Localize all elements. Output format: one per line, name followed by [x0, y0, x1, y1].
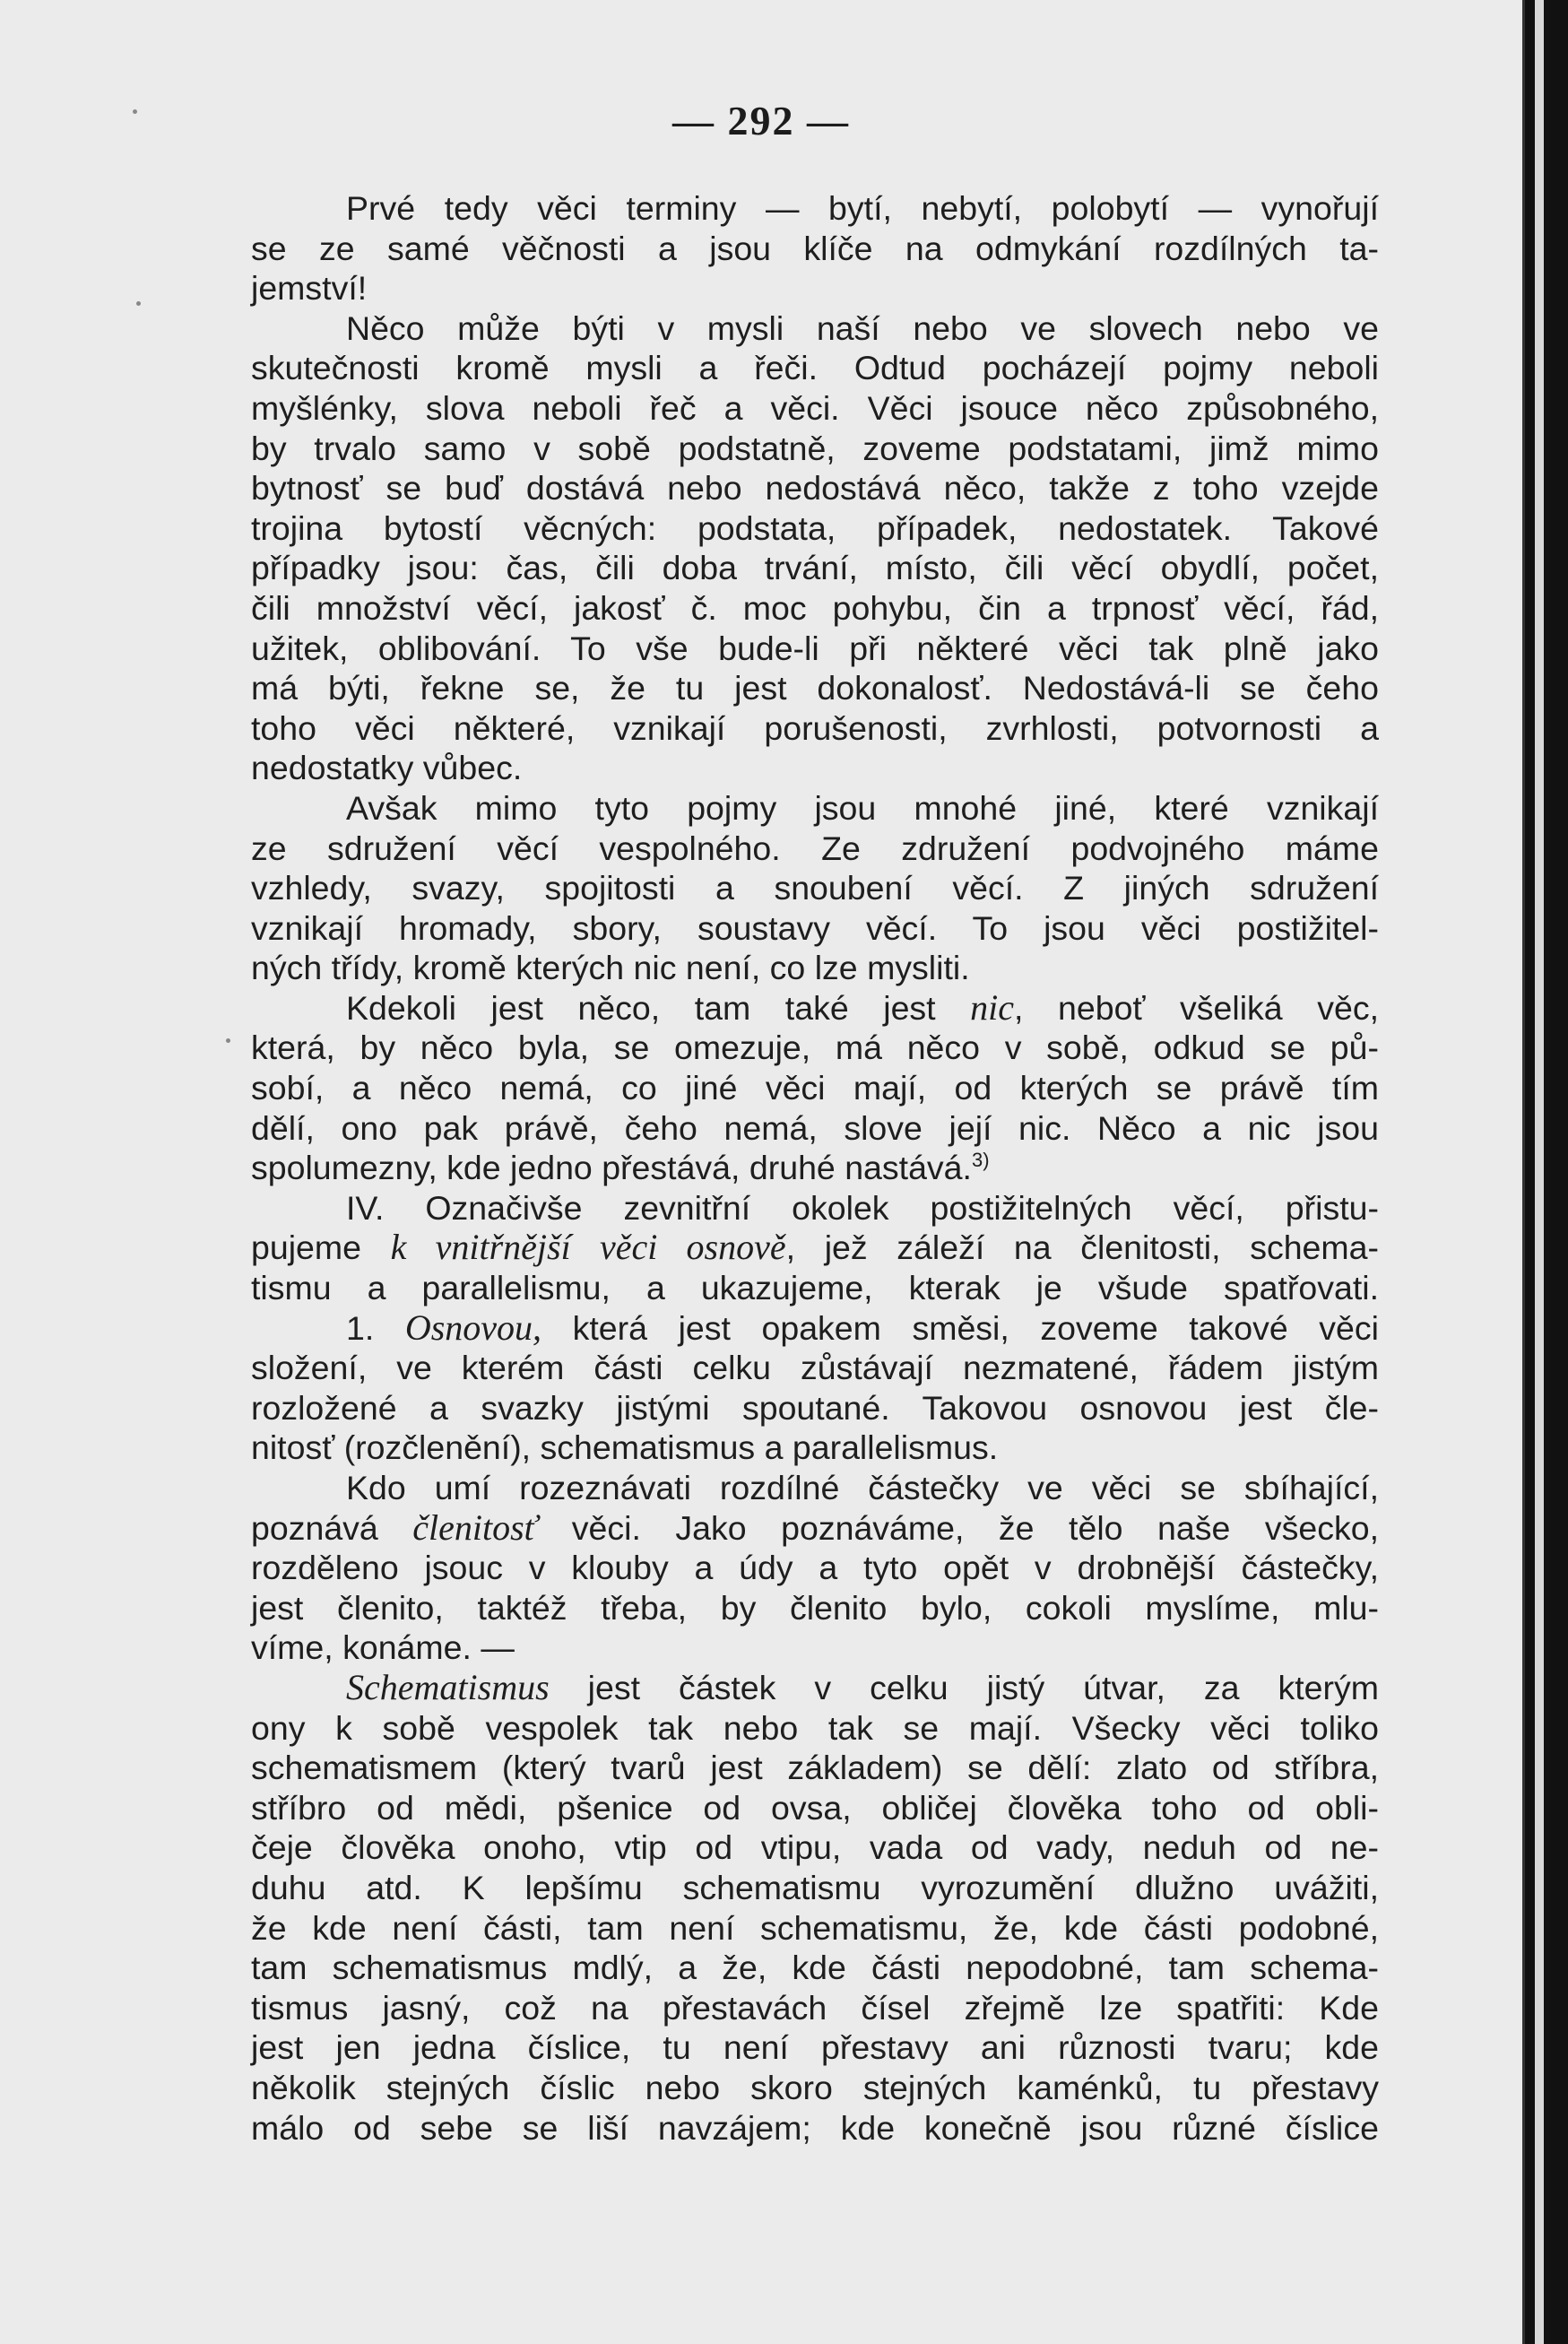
- text-line: tismus jasný, což na přestavách čísel zřejmě lze spatřiti: Kde: [251, 1988, 1379, 2027]
- text-line: se ze samé věčnosti a jsou klíče na odmykání rozdílných ta-: [251, 229, 1379, 267]
- text-line: ony k sobě vespolek tak nebo tak se mají. Všecky věci toliko: [251, 1708, 1379, 1747]
- text-line: víme, konáme. —: [251, 1628, 515, 1667]
- text-line: 1. Osnovou, která jest opakem směsi, zoveme takové věci: [346, 1307, 1379, 1348]
- footnote-marker: 3): [971, 1149, 990, 1172]
- text-line: čeje člověka onoho, vtip od vtipu, vada od vady, neduh od ne-: [251, 1828, 1379, 1867]
- paper-speck: [133, 109, 137, 114]
- text-line: tismu a parallelismu, a ukazujeme, kterak je všude spatřovati.: [251, 1269, 1379, 1307]
- text-line: málo od sebe se liší navzájem; kde konečně jsou různé číslice: [251, 2108, 1379, 2147]
- text-line: Schematismus jest částek v celku jistý útvar, za kterým: [346, 1666, 1379, 1707]
- text-line: bytnosť se buď dostává nebo nedostává něco, takže z toho vzejde: [251, 469, 1379, 508]
- text-line: stříbro od mědi, pšenice od ovsa, obličej člověka toho od obli-: [251, 1788, 1379, 1827]
- text-line: vzhledy, svazy, spojitosti a snoubení věcí. Z jiných sdružení: [251, 869, 1379, 907]
- italic-term: Schematismus: [346, 1666, 550, 1707]
- text-line: která, by něco byla, se omezuje, má něco v sobě, odkud se pů-: [251, 1029, 1379, 1067]
- text-line: Avšak mimo tyto pojmy jsou mnohé jiné, které vznikají: [346, 788, 1379, 827]
- text-line: toho věci některé, vznikají porušenosti, zvrhlosti, potvornosti a: [251, 708, 1379, 747]
- text-line: ze sdružení věcí vespolného. Ze združení podvojného máme: [251, 829, 1379, 867]
- text-line: dělí, ono pak právě, čeho nemá, slove její nic. Něco a nic jsou: [251, 1108, 1379, 1147]
- text-line: rozložené a svazky jistými spoutané. Takovou osnovou jest čle-: [251, 1388, 1379, 1427]
- text-line: že kde není části, tam není schematismu, že, kde části podobné,: [251, 1908, 1379, 1947]
- text-line: jemství!: [251, 269, 368, 308]
- italic-term: k vnitřnější věci osnově: [390, 1227, 786, 1268]
- italic-term: nic: [970, 986, 1015, 1028]
- text-line: poznává členitosť věci. Jako poznáváme, že tělo naše všecko,: [251, 1506, 1379, 1548]
- text-line: složení, ve kterém části celku zůstávají nezmatené, řádem jistým: [251, 1349, 1379, 1387]
- paper-speck: [226, 1038, 230, 1043]
- text-line: případky jsou: čas, čili doba trvání, místo, čili věcí obydlí, počet,: [251, 549, 1379, 587]
- italic-term: členitosť: [412, 1506, 538, 1548]
- text-line: by trvalo samo v sobě podstatně, zoveme podstatami, jimž mimo: [251, 429, 1379, 467]
- scan-edge-line: [1535, 0, 1544, 2344]
- text-line: duhu atd. K lepšímu schematismu vyrozumění dlužno uvážiti,: [251, 1868, 1379, 1906]
- paper-speck: [136, 301, 141, 306]
- text-line: Kdekoli jest něco, tam také jest nic, neboť všeliká věc,: [346, 986, 1379, 1028]
- text-line: schematismem (který tvarů jest základem) se dělí: zlato od stříbra,: [251, 1749, 1379, 1787]
- page-number: — 292 —: [672, 98, 850, 143]
- text-line: vznikají hromady, sbory, soustavy věcí. To jsou věci postižitel-: [251, 908, 1379, 947]
- text-line: skutečnosti kromě mysli a řeči. Odtud pocházejí pojmy neboli: [251, 349, 1379, 387]
- text-line: má býti, řekne se, že tu jest dokonalosť. Nedostává-li se čeho: [251, 669, 1379, 708]
- text-line: jest jen jedna číslice, tu není přestavy ani různosti tvaru; kde: [251, 2028, 1379, 2067]
- text-line: čili množství věcí, jakosť č. moc pohybu, čin a trpnosť věcí, řád,: [251, 588, 1379, 627]
- text-line: sobí, a něco nemá, co jiné věci mají, od kterých se právě tím: [251, 1069, 1379, 1107]
- text-line: ných třídy, kromě kterých nic není, co lze mysliti.: [251, 949, 970, 987]
- text-line: IV. Označivše zevnitřní okolek postižitelných věcí, přistu-: [346, 1188, 1379, 1227]
- text-line: myšlénky, slova neboli řeč a věci. Věci jsouce něco způsobného,: [251, 388, 1379, 427]
- text-line: spolumezny, kde jedno přestává, druhé nastává.$^{3)}$: [251, 1149, 990, 1187]
- text-line: jest členito, taktéž třeba, by členito bylo, cokoli myslíme, mlu-: [251, 1588, 1379, 1627]
- text-line: Kdo umí rozeznávati rozdílné částečky ve věci se sbíhající,: [346, 1469, 1379, 1506]
- text-line: pujeme k vnitřnější věci osnově, jež záleží na členitosti, schema-: [251, 1227, 1379, 1268]
- text-line: Něco může býti v mysli naší nebo ve slovech nebo ve: [346, 308, 1379, 347]
- text-line: Prvé tedy věci terminy — bytí, nebytí, polobytí — vynořují: [346, 189, 1379, 227]
- scan-edge: [1525, 0, 1568, 2344]
- text-line: nedostatky vůbec.: [251, 749, 523, 787]
- text-line: tam schematismus mdlý, a že, kde části nepodobné, tam schema-: [251, 1949, 1379, 1987]
- body-text: [251, 188, 1379, 2148]
- text-line: rozděleno jsouc v klouby a údy a tyto opět v drobnější částečky,: [251, 1549, 1379, 1587]
- text-line: nitosť (rozčlenění), schematismus a parallelismus.: [251, 1428, 999, 1467]
- text-line: trojina bytostí věcných: podstata, případek, nedostatek. Takové: [251, 508, 1379, 547]
- italic-term: Osnovou,: [404, 1307, 542, 1348]
- text-line: několik stejných číslic nebo skoro stejných kaménků, tu přestavy: [251, 2068, 1379, 2106]
- text-line: užitek, oblibování. To vše bude-li při některé věci tak plně jako: [251, 629, 1379, 667]
